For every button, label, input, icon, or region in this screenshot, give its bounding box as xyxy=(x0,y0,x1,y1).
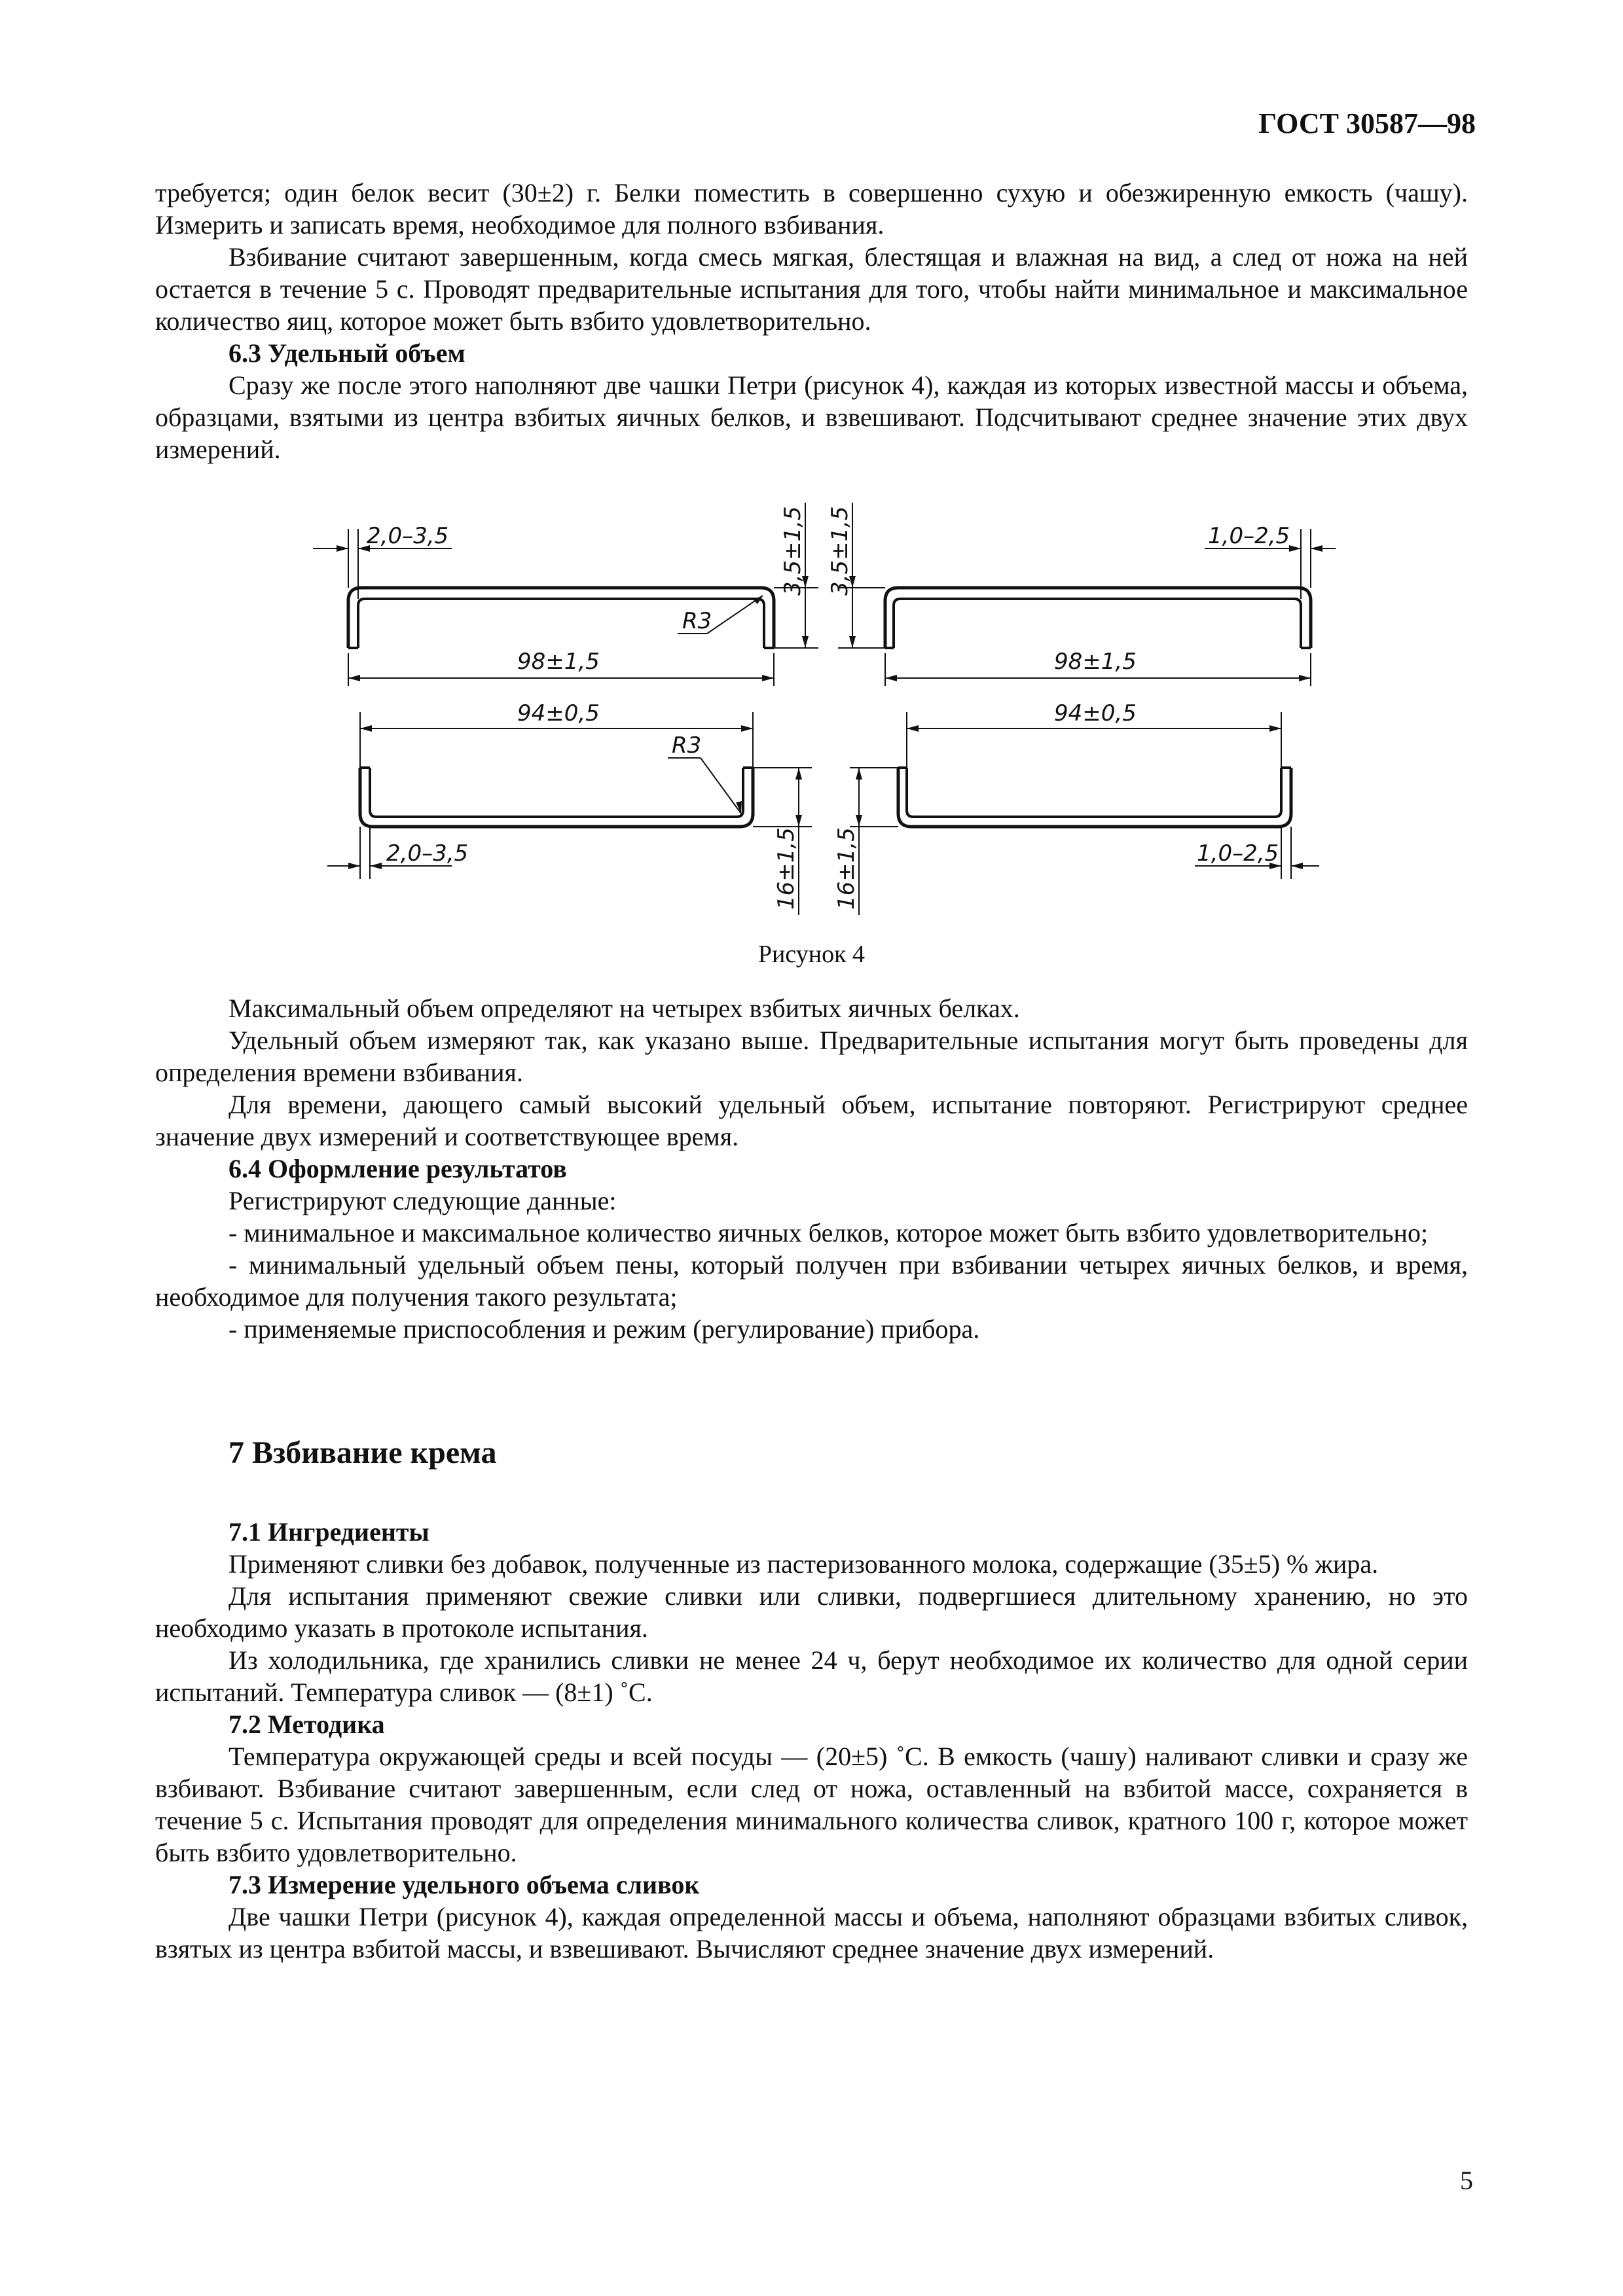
section-7-body xyxy=(155,1516,1468,1965)
paragraph: Удельный объем измеряют так, как указано выше. Предварительные испытания могут быть проведены для определения времени взбивания. xyxy=(155,1026,1468,1087)
list-item: - минимальный удельный объем пены, который получен при взбивании четырех яичных белков, и время, необходимое для получения такого результата; xyxy=(155,1250,1468,1312)
paragraph: требуется; один белок весит (30±2) г. Белки поместить в совершенно сухую и обезжиренную емкость (чашу). Измерить и записать время, необходимое для полного взбивания. xyxy=(155,178,1468,240)
subsection-heading-7-3: 7.3 Измерение удельного объема сливок xyxy=(228,1870,700,1899)
list-item: - минимальное и максимальное количество яичных белков, которое может быть взбито удовлетворительно; xyxy=(228,1218,1429,1247)
dim-dish-height-right: 16±1,5 xyxy=(833,827,860,910)
paragraph: Регистрируют следующие данные: xyxy=(228,1186,617,1215)
paragraph: Взбивание считают завершенным, когда смесь мягкая, блестящая и влажная на вид, а след от ножа на ней остается в течение 5 с. Проводят предварительные испытания для того, чтобы найти минимальное и максимальное количество яиц, которое может быть взбито удовлетворительно. xyxy=(155,242,1468,336)
paragraph: Температура окружающей среды и всей посуды — (20±5) ˚С. В емкость (чашу) наливают сливки и сразу же взбивают. Взбивание считают завершенным, если след от ножа, оставленный на взбитой массе, сохраняется в течение 5 с. Испытания проводят для определения минимального количества сливок, кратного 100 г, которое может быть взбито удовлетворительно. xyxy=(155,1742,1468,1867)
paragraph: Для испытания применяют свежие сливки или сливки, подвергшиеся длительному хранению, но это необходимо указать в протоколе испытания. xyxy=(155,1581,1468,1643)
dim-inner-diameter-left: 94±0,5 xyxy=(517,700,600,726)
dim-outer-diameter-right: 98±1,5 xyxy=(1054,649,1137,675)
dim-wall-dish-left: 2,0–3,5 xyxy=(386,840,469,867)
dim-radius-dish: R3 xyxy=(672,732,702,759)
subsection-heading-6-4: 6.4 Оформление результатов xyxy=(228,1154,567,1183)
dim-radius-lid: R3 xyxy=(682,608,712,634)
paragraph: Сразу же после этого наполняют две чашки Петри (рисунок 4), каждая из которых известной массы и объема, образцами, взятыми из центра взбитых яичных белков, и взвешивают. Подсчитывают среднее значение этих двух измерений. xyxy=(155,370,1468,464)
standard-header: ГОСТ 30587—98 xyxy=(1258,107,1476,139)
paragraph: Применяют сливки без добавок, полученные из пастеризованного молока, содержащие (35±5) % жира. xyxy=(228,1549,1379,1579)
subsection-heading-7-2: 7.2 Методика xyxy=(228,1710,385,1739)
subsection-heading-6-3: 6.3 Удельный объем xyxy=(228,338,465,368)
lid-right-inner xyxy=(894,599,1301,648)
page-number: 5 xyxy=(1460,2166,1473,2195)
dim-wall-lid-right: 1,0–2,5 xyxy=(1208,523,1290,549)
subsection-heading-7-1: 7.1 Ингредиенты xyxy=(228,1517,429,1547)
text-block-top xyxy=(155,177,1468,465)
list-item: - применяемые приспособления и режим (регулирование) прибора. xyxy=(228,1314,980,1344)
dish-left-inner xyxy=(370,768,743,817)
figure-caption: Рисунок 4 xyxy=(757,941,866,968)
dim-lid-height-left: 3,5±1,5 xyxy=(780,506,806,596)
dim-wall-dish-right: 1,0–2,5 xyxy=(1197,840,1279,867)
dim-outer-diameter-left: 98±1,5 xyxy=(517,649,600,675)
dish-right-inner xyxy=(907,768,1281,817)
paragraph: Для времени, дающего самый высокий удельный объем, испытание повторяют. Регистрируют среднее значение двух измерений и соответствующее время. xyxy=(155,1090,1468,1151)
dim-lid-height-right: 3,5±1,5 xyxy=(827,506,853,596)
dim-wall-lid-left: 2,0–3,5 xyxy=(367,523,449,549)
dim-dish-height-left: 16±1,5 xyxy=(773,827,799,910)
petri-dish-drawing xyxy=(301,496,1336,922)
section-heading-7: 7 Взбивание крема xyxy=(228,1435,497,1470)
dim-inner-diameter-right: 94±0,5 xyxy=(1054,700,1137,726)
paragraph: Максимальный объем определяют на четырех взбитых яичных белках. xyxy=(228,994,1020,1023)
lid-right-outline xyxy=(885,588,1311,648)
paragraph: Из холодильника, где хранились сливки не менее 24 ч, берут необходимое их количество для одной серии испытаний. Температура сливок — (8±1) ˚С. xyxy=(155,1645,1468,1707)
paragraph: Две чашки Петри (рисунок 4), каждая определенной массы и объема, наполняют образцами взбитых сливок, взятых из центра взбитой массы, и взвешивают. Вычисляют среднее значение двух измерений. xyxy=(155,1902,1468,1964)
text-block-middle xyxy=(155,992,1468,1345)
section-7 xyxy=(155,1437,1468,1469)
